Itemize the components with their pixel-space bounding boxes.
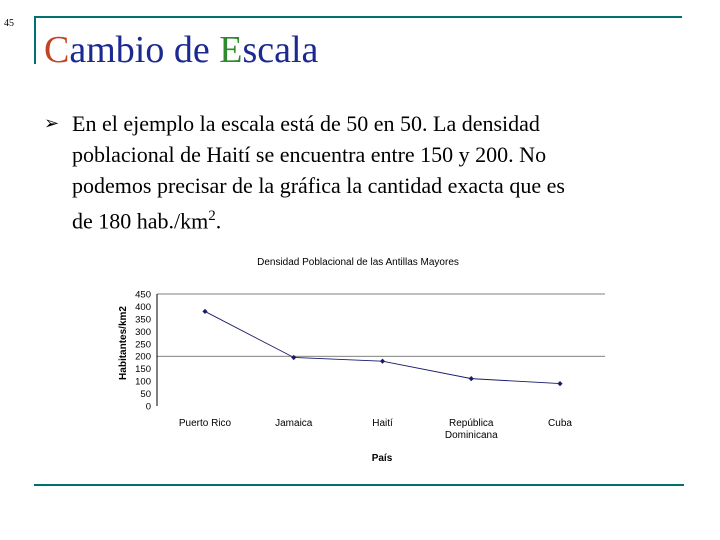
bullet-line-4-end: . — [215, 208, 222, 234]
data-point-marker — [557, 381, 562, 386]
bullet-line-4-text: de 180 hab./km — [72, 208, 209, 234]
density-chart — [100, 250, 620, 470]
slide-title — [44, 30, 318, 70]
y-tick-label: 0 — [145, 401, 151, 413]
y-tick-label: 450 — [135, 289, 151, 301]
x-tick-label: Jamaica — [275, 418, 313, 429]
y-tick-label: 400 — [135, 301, 151, 313]
y-tick-label: 200 — [135, 351, 151, 363]
bullet-text — [72, 108, 672, 236]
chart-title: Densidad Poblacional de las Antillas Mayores — [257, 257, 459, 268]
x-tick-label: Cuba — [548, 418, 572, 429]
x-tick-label: República — [449, 418, 494, 429]
series-line — [205, 311, 560, 383]
title-frame-top — [34, 16, 682, 18]
data-point-marker — [380, 359, 385, 364]
y-tick-label: 300 — [135, 326, 151, 338]
bullet-line-1: En el ejemplo la escala está de 50 en 50. La densidad — [72, 111, 540, 136]
y-tick-label: 150 — [135, 364, 151, 376]
bullet-line-2: poblacional de Haití se encuentra entre 150 y 200. No — [72, 142, 547, 167]
title-initial-e: E — [219, 29, 243, 71]
title-part-2: scala — [242, 29, 319, 71]
data-point-marker — [291, 355, 296, 360]
y-tick-label: 50 — [140, 389, 151, 401]
data-point-marker — [202, 309, 207, 314]
x-tick-label: Puerto Rico — [178, 418, 232, 429]
title-part-1: ambio de — [69, 29, 220, 71]
bullet-line-3: podemos precisar de la gráfica la cantidad exacta que es — [72, 173, 565, 198]
y-tick-label: 100 — [135, 376, 151, 388]
bottom-divider — [34, 484, 684, 486]
x-tick-label: Haití — [372, 418, 393, 429]
arrow-bullet-icon: ➢ — [44, 113, 60, 134]
x-tick-label: Dominicana — [444, 430, 498, 441]
x-axis-label: País — [371, 453, 393, 464]
y-axis-label: Habitantes/km2 — [118, 306, 129, 380]
bullet-line-4-superscript: 2 — [208, 208, 216, 224]
y-tick-label: 250 — [135, 339, 151, 351]
slide-number: 45 — [4, 18, 14, 29]
data-point-marker — [469, 376, 474, 381]
title-frame-left — [34, 16, 36, 64]
y-tick-label: 350 — [135, 314, 151, 326]
title-initial-c: C — [44, 29, 70, 71]
bullet-line-4 — [72, 201, 672, 236]
